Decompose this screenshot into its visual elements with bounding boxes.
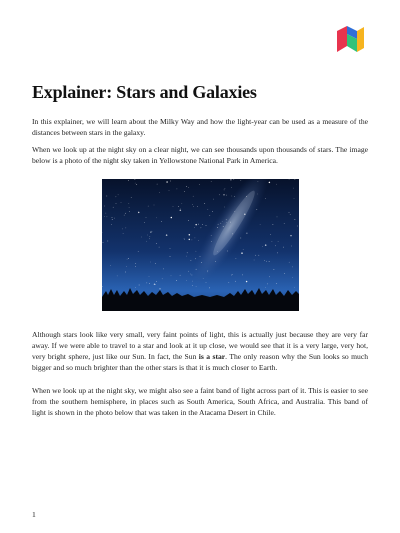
star bbox=[247, 233, 248, 234]
star bbox=[159, 288, 161, 290]
star bbox=[146, 241, 147, 242]
night-sky-image bbox=[102, 179, 299, 311]
star bbox=[138, 251, 139, 252]
star bbox=[211, 241, 212, 242]
star bbox=[147, 235, 148, 236]
star bbox=[243, 249, 244, 250]
star bbox=[189, 239, 191, 241]
star bbox=[173, 206, 174, 207]
star bbox=[232, 234, 233, 235]
star bbox=[192, 275, 193, 276]
star bbox=[188, 271, 189, 272]
star bbox=[193, 206, 194, 207]
star bbox=[104, 206, 105, 207]
star bbox=[226, 219, 227, 220]
star bbox=[156, 281, 157, 282]
star bbox=[272, 241, 273, 242]
star bbox=[231, 196, 232, 197]
star bbox=[283, 247, 284, 248]
star bbox=[241, 252, 243, 254]
star bbox=[297, 226, 298, 227]
star bbox=[200, 256, 201, 257]
star bbox=[116, 196, 117, 197]
star bbox=[190, 274, 191, 275]
star bbox=[242, 275, 243, 276]
star bbox=[125, 228, 126, 229]
star bbox=[217, 251, 218, 252]
star bbox=[278, 241, 279, 242]
star bbox=[127, 259, 128, 260]
star bbox=[212, 211, 213, 212]
star bbox=[107, 241, 108, 242]
star bbox=[180, 275, 181, 276]
brand-logo-icon bbox=[333, 25, 366, 53]
star bbox=[105, 213, 106, 214]
star bbox=[178, 206, 179, 207]
star bbox=[265, 198, 266, 199]
stars-paragraph-bold: is a star bbox=[198, 352, 226, 361]
star bbox=[295, 179, 296, 180]
star bbox=[227, 251, 228, 252]
star bbox=[135, 183, 136, 184]
star bbox=[197, 206, 198, 207]
star bbox=[256, 209, 257, 210]
star bbox=[112, 217, 113, 218]
star bbox=[244, 213, 246, 215]
star bbox=[126, 266, 127, 267]
star bbox=[103, 242, 104, 243]
star bbox=[187, 252, 188, 253]
star bbox=[188, 187, 189, 188]
star bbox=[258, 181, 259, 182]
star bbox=[228, 282, 229, 283]
star bbox=[163, 269, 164, 270]
star bbox=[257, 194, 258, 195]
star bbox=[269, 261, 270, 262]
star bbox=[277, 253, 278, 254]
star bbox=[294, 198, 295, 199]
star bbox=[176, 280, 177, 281]
star bbox=[225, 188, 226, 189]
star bbox=[213, 199, 214, 200]
star bbox=[155, 284, 156, 285]
star bbox=[138, 212, 140, 214]
star bbox=[211, 235, 212, 236]
star bbox=[150, 262, 151, 263]
star bbox=[169, 190, 170, 191]
star bbox=[171, 217, 173, 219]
star bbox=[184, 238, 185, 239]
star bbox=[192, 204, 193, 205]
star bbox=[265, 244, 267, 246]
star bbox=[215, 261, 216, 262]
star bbox=[113, 207, 114, 208]
milky-way-paragraph: When we look up at the night sky, we might also see a faint band of light across part of it. This is easier to see from the southern hemisphere, in places such as South America, South Africa, and Australia. This band of light is shown in the photo below that was taken in the Atacama Desert in Chile. bbox=[32, 386, 368, 417]
star bbox=[156, 217, 157, 218]
star bbox=[159, 247, 160, 248]
star bbox=[170, 248, 171, 249]
star bbox=[267, 284, 268, 285]
intro-paragraph: In this explainer, we will learn about the Milky Way and how the light-year can be used as a measure of the distances between stars in the galaxy. bbox=[32, 117, 368, 137]
star bbox=[192, 281, 193, 282]
star bbox=[275, 245, 276, 246]
star bbox=[129, 207, 130, 208]
star bbox=[135, 263, 136, 264]
star bbox=[230, 179, 232, 181]
star bbox=[150, 231, 152, 233]
star bbox=[196, 251, 197, 252]
star bbox=[128, 203, 129, 204]
night-sky-photo bbox=[102, 179, 299, 311]
star bbox=[224, 190, 225, 191]
star bbox=[186, 256, 187, 257]
star bbox=[193, 196, 194, 197]
star bbox=[290, 235, 292, 237]
star bbox=[102, 286, 103, 287]
star bbox=[110, 265, 111, 266]
star bbox=[270, 234, 271, 235]
star bbox=[211, 181, 212, 182]
star bbox=[116, 203, 117, 204]
star bbox=[107, 216, 108, 217]
star bbox=[231, 187, 232, 188]
star bbox=[156, 243, 157, 244]
star bbox=[192, 285, 193, 286]
star bbox=[122, 229, 123, 230]
star bbox=[194, 227, 195, 228]
star bbox=[125, 213, 126, 214]
star bbox=[209, 215, 210, 216]
star bbox=[234, 196, 235, 197]
star bbox=[226, 222, 227, 223]
star bbox=[284, 223, 285, 224]
star bbox=[166, 181, 168, 183]
star bbox=[161, 221, 162, 222]
star bbox=[264, 260, 265, 261]
star bbox=[201, 262, 202, 263]
star bbox=[206, 225, 207, 226]
star bbox=[154, 205, 155, 206]
star bbox=[128, 180, 129, 181]
star bbox=[136, 184, 137, 185]
star bbox=[154, 283, 156, 285]
star bbox=[232, 274, 233, 275]
star bbox=[177, 189, 178, 190]
star bbox=[255, 255, 256, 256]
star bbox=[207, 270, 208, 271]
star bbox=[202, 224, 203, 225]
star bbox=[149, 283, 150, 284]
star bbox=[131, 197, 132, 198]
star bbox=[289, 262, 290, 263]
star bbox=[189, 234, 191, 236]
star bbox=[292, 277, 293, 278]
star bbox=[171, 275, 172, 276]
star bbox=[141, 237, 142, 238]
star bbox=[166, 234, 168, 236]
star bbox=[284, 273, 285, 274]
star bbox=[198, 240, 199, 241]
star bbox=[181, 203, 182, 204]
star bbox=[196, 269, 197, 270]
star bbox=[155, 263, 156, 264]
star bbox=[121, 202, 122, 203]
star bbox=[207, 271, 208, 272]
star bbox=[231, 275, 232, 276]
star bbox=[111, 224, 112, 225]
star bbox=[146, 283, 147, 284]
star bbox=[157, 184, 158, 185]
star bbox=[149, 238, 150, 239]
star bbox=[106, 196, 107, 197]
star bbox=[276, 283, 277, 284]
star bbox=[104, 216, 105, 217]
star bbox=[204, 203, 205, 204]
star bbox=[149, 276, 150, 277]
star bbox=[112, 219, 113, 220]
star bbox=[192, 240, 193, 241]
star bbox=[152, 231, 153, 232]
star bbox=[146, 217, 147, 218]
star bbox=[180, 209, 182, 211]
star bbox=[273, 224, 274, 225]
star bbox=[246, 281, 248, 283]
star bbox=[240, 180, 241, 181]
star bbox=[293, 188, 294, 189]
page-title: Explainer: Stars and Galaxies bbox=[32, 82, 257, 102]
star bbox=[209, 288, 210, 289]
star bbox=[203, 278, 204, 279]
star bbox=[195, 224, 197, 226]
star bbox=[159, 192, 160, 193]
star bbox=[139, 285, 140, 286]
star bbox=[258, 255, 259, 256]
star bbox=[149, 236, 150, 237]
star bbox=[218, 224, 219, 225]
star bbox=[195, 238, 196, 239]
star bbox=[196, 286, 197, 287]
star bbox=[199, 184, 200, 185]
star bbox=[224, 207, 225, 208]
star bbox=[222, 221, 223, 222]
night-sky-paragraph: When we look up at the night sky on a clear night, we can see thousands upon thousands of stars. The image below is a photo of the night sky taken in Yellowstone National Park in America. bbox=[32, 145, 368, 165]
brand-logo-svg bbox=[333, 25, 366, 53]
star bbox=[240, 238, 241, 239]
star bbox=[269, 276, 270, 277]
star bbox=[125, 272, 126, 273]
star bbox=[254, 260, 255, 261]
star bbox=[117, 276, 118, 277]
star bbox=[129, 211, 130, 212]
star bbox=[184, 239, 185, 240]
star bbox=[170, 181, 171, 182]
star bbox=[186, 280, 187, 281]
star bbox=[290, 214, 291, 215]
star bbox=[274, 269, 275, 270]
star bbox=[201, 227, 202, 228]
star bbox=[188, 220, 189, 221]
star bbox=[186, 186, 187, 187]
star bbox=[226, 195, 227, 196]
star bbox=[198, 224, 199, 225]
star bbox=[292, 267, 293, 268]
star bbox=[180, 208, 181, 209]
star bbox=[295, 219, 296, 220]
star bbox=[114, 218, 115, 219]
star bbox=[195, 258, 196, 259]
star bbox=[219, 194, 220, 195]
page-number: 1 bbox=[32, 510, 36, 519]
logo-right-face bbox=[357, 27, 364, 52]
star bbox=[262, 246, 263, 247]
star bbox=[230, 222, 231, 223]
star bbox=[260, 224, 261, 225]
star bbox=[269, 182, 271, 184]
star bbox=[277, 217, 278, 218]
star bbox=[184, 191, 185, 192]
star bbox=[246, 233, 247, 234]
star bbox=[206, 282, 207, 283]
star bbox=[266, 261, 267, 262]
star bbox=[217, 227, 218, 228]
logo-left-face bbox=[337, 26, 347, 52]
star bbox=[235, 281, 236, 282]
star bbox=[162, 278, 163, 279]
stars-paragraph bbox=[32, 329, 368, 373]
star bbox=[123, 233, 124, 234]
star bbox=[135, 287, 136, 288]
star bbox=[118, 194, 119, 195]
star bbox=[294, 287, 295, 288]
star bbox=[128, 258, 129, 259]
star bbox=[148, 206, 149, 207]
star bbox=[236, 258, 237, 259]
stars-paragraph-text-after: . The only reason why the Sun looks so much bigger and so much brighter than the other stars is that it is much closer to Earth. bbox=[32, 352, 368, 372]
star bbox=[207, 209, 208, 210]
star bbox=[276, 184, 277, 185]
star bbox=[223, 226, 224, 227]
star bbox=[246, 196, 247, 197]
star bbox=[234, 211, 235, 212]
star bbox=[124, 215, 125, 216]
star bbox=[191, 260, 192, 261]
star bbox=[289, 212, 290, 213]
stars-paragraph-text-before: Although stars look like very small, very faint points of light, this is actually just because they are very far away. If we were able to travel to a star and look at it up close, we would see that it is a very large, very hot, very bright sphere, just like our Sun. In fact, the Sun bbox=[32, 330, 368, 361]
star bbox=[291, 246, 292, 247]
star bbox=[265, 287, 266, 288]
star bbox=[223, 194, 225, 196]
star bbox=[220, 223, 221, 224]
star bbox=[170, 256, 171, 257]
star bbox=[144, 222, 145, 223]
star bbox=[135, 266, 136, 267]
